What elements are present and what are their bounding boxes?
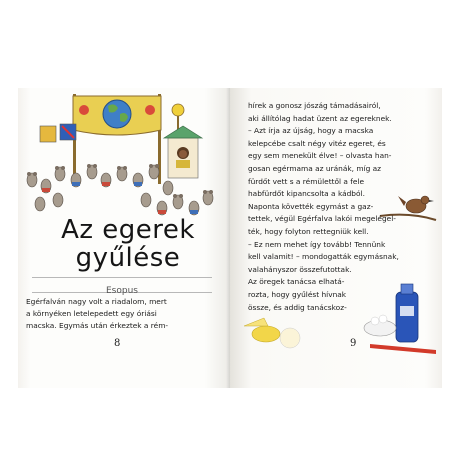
- text-line: ték, hogy folyton rettegniük kell.: [248, 226, 369, 236]
- text-line: – Azt írja az újság, hogy a macska: [248, 126, 374, 136]
- author-bar: [32, 277, 212, 296]
- text-line: hírek a gonosz jószág támadásairól,: [248, 101, 381, 110]
- text-line: macska. Egymás után érkeztek a rém-: [26, 321, 169, 330]
- title-line-1: Az egerek: [61, 215, 195, 245]
- text-line: habfürdőt kipancsolta a kádból.: [248, 189, 365, 199]
- story-title: [48, 216, 208, 272]
- text-line: a környéken letelepedett egy óriási: [26, 309, 157, 318]
- text-line: valahányszor összefutottak.: [248, 264, 352, 274]
- left-page: [18, 88, 230, 388]
- text-line: tettek, végül Egérfalva lakói megelégel-: [248, 214, 396, 224]
- text-line: rozta, hogy gyűlést hívnak: [248, 289, 347, 299]
- text-line: Az öregek tanácsa elhatá-: [248, 277, 345, 287]
- open-book: [18, 88, 442, 388]
- text-line: gosan egérmama az uránák, míg az: [248, 163, 382, 173]
- title-line-2: gyűlése: [75, 243, 181, 273]
- text-line: kell valamit! – mondogatták egymásnak,: [248, 252, 399, 262]
- text-line: fürdőt vett s a rémülettől a fele: [248, 176, 365, 186]
- text-line: – Ez nem mehet így tovább! Tennünk: [248, 239, 386, 249]
- right-page-text: [248, 100, 438, 314]
- text-line: Naponta követték egymást a gaz-: [248, 201, 374, 211]
- text-line: aki állítólag hadat üzent az egereknek.: [248, 113, 392, 123]
- page-number-left: 8: [114, 338, 121, 349]
- text-line: össze, és addig tanácskoz-: [248, 302, 347, 312]
- mice-meeting-illustration: [18, 88, 230, 233]
- left-page-text: [26, 296, 222, 332]
- text-line: Egérfalván nagy volt a riadalom, mert: [26, 297, 167, 306]
- page-number-right: 9: [350, 338, 357, 349]
- text-line: egy sem menekült élve! – olvasta han-: [248, 151, 392, 161]
- right-page: [230, 88, 442, 388]
- author-name: Esopus: [106, 286, 138, 296]
- text-line: kelepcébe csalt négy vitéz egeret, és: [248, 138, 386, 148]
